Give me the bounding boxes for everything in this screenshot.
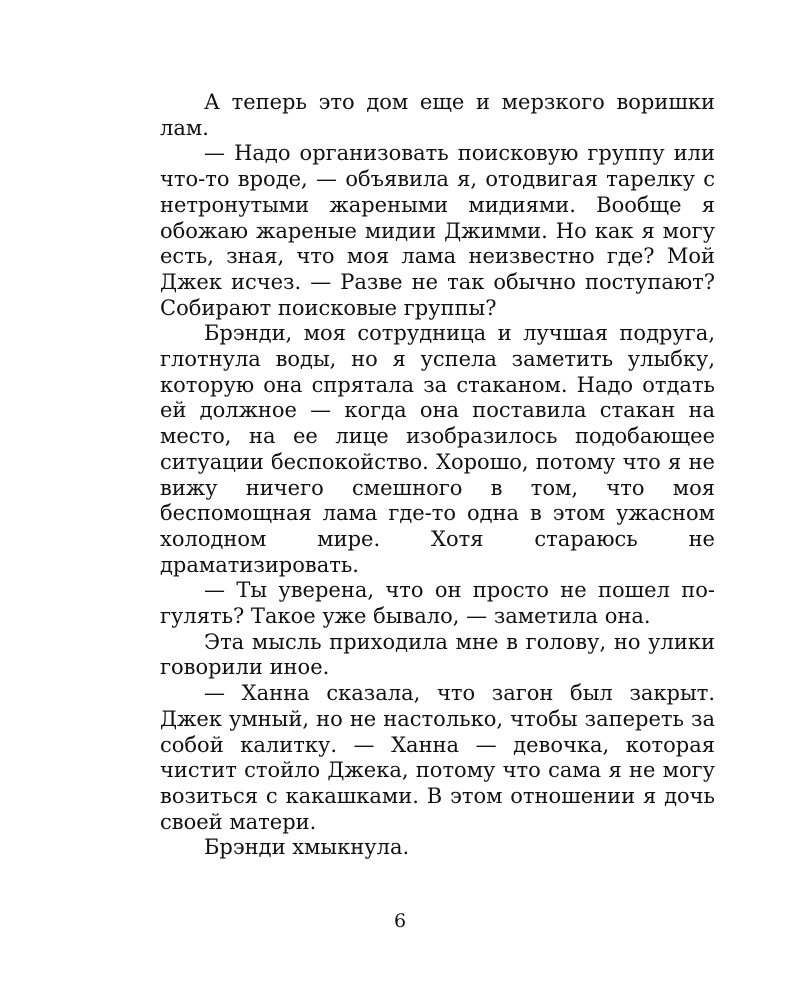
book-page: [160, 90, 715, 861]
paragraph: Брэнди хмыкнула.: [204, 835, 410, 860]
paragraph: — Ханна сказала, что загон был закрыт. Джек умный, но не настолько, чтобы запереть за собой калитку. — Ханна — девочка, которая чистит стойло Джека, потому что сама я не могу возиться с какашками. В этом отношении я дочь своей матери.: [160, 681, 715, 834]
text-body: [160, 90, 715, 861]
paragraph: — Ты уверена, что он просто не пошел погулять? Такое уже бывало, — заметила она.: [160, 578, 715, 629]
paragraph: Эта мысль приходила мне в голову, но улики говорили иное.: [160, 629, 715, 680]
page-number: 6: [393, 910, 407, 932]
paragraph: Брэнди, моя сотрудница и лучшая подруга, глотнула воды, но я успела заметить улыбку, которую она спрятала за стаканом. Надо отдать ей должное — когда она поставила стакан на место, на ее лице изобразилось подобающее ситуации беспокойство. Хорошо, потому что я не вижу ничего смешного в том, что моя беспомощная лама где-то одна в этом ужасном холодном мире. Хотя стараюсь не драматизировать.: [160, 321, 715, 577]
paragraph: А теперь это дом еще и мерзкого воришки лам.: [160, 90, 715, 140]
paragraph: — Надо организовать поисковую группу или что-то вроде, — объявила я, отодвигая тарелку с нетронутыми жареными мидиями. Вообще я обожаю жареные мидии Джимми. Но как я могу есть, зная, что моя лама неизвестно где? Мой Джек исчез. — Разве не так обычно поступают? Собирают поисковые группы?: [160, 141, 715, 320]
